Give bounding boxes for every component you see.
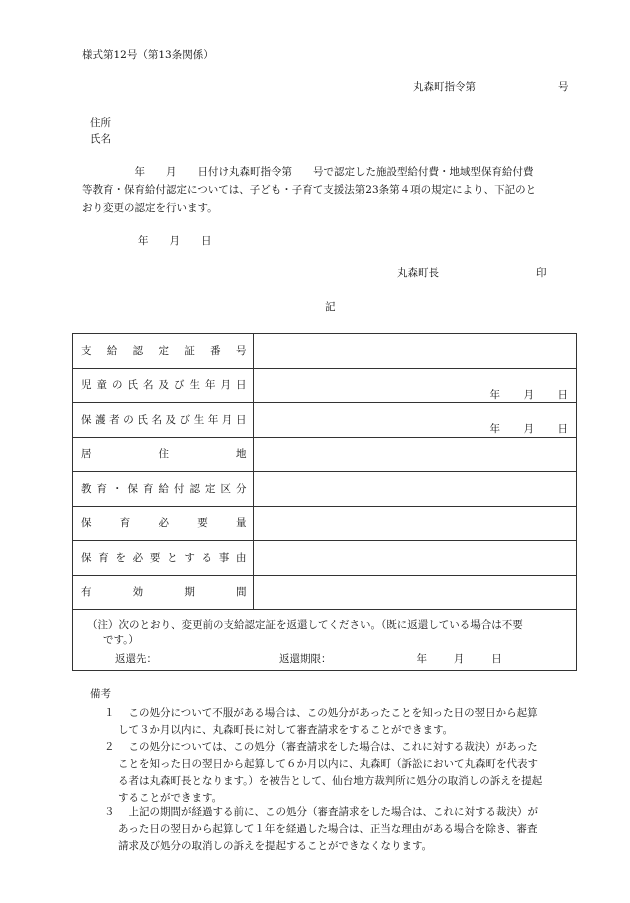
- issuer-mayor: 丸森町長: [397, 267, 439, 279]
- row-value-care-reason: [254, 541, 576, 575]
- table-row: [73, 541, 576, 576]
- table-row: [73, 403, 576, 438]
- table-row: [73, 576, 576, 611]
- seal-mark: 印: [536, 267, 547, 279]
- form-number: 様式第12号（第13条関係）: [82, 49, 214, 61]
- month-label: 月: [523, 423, 534, 435]
- table-row: [73, 369, 576, 404]
- row-value-validity: [254, 576, 576, 610]
- remark-line: 上記の期間が経過する前に、この処分（審査請求をした場合は、これに対する裁決）が: [118, 806, 538, 818]
- birth-date-fields: [466, 424, 568, 435]
- row-label-care-reason: 保育を必要とする事由: [81, 551, 247, 564]
- body-text-line: 等教育・保育給付認定については、子ども・子育て支援法第23条第４項の規定により、下記のと: [82, 184, 537, 196]
- row-label-cert-number: 支給認定証番号: [81, 344, 247, 357]
- year-label: 年: [489, 388, 500, 401]
- body-text-line: おり変更の認定を行います。: [82, 202, 218, 214]
- birth-date-fields: [466, 390, 568, 401]
- row-value-cert-number: [254, 334, 576, 368]
- remark-line: 請求及び処分の取消しの訴えを提起することができなくなります。: [118, 840, 433, 852]
- year-label: 年: [489, 423, 500, 435]
- table-row: [73, 438, 576, 473]
- row-label-guardian-name: 保護者の氏名及び生年月日: [81, 413, 247, 426]
- remark-line: することができます。: [118, 792, 223, 804]
- row-value-child-name: [254, 369, 576, 403]
- return-destination-label: 返還先：: [115, 653, 157, 665]
- remark-line: る者は丸森町長となります。）を被告として、仙台地方裁判所に処分の取消しの訴えを提起: [118, 775, 543, 787]
- body-text-line: 年 月 日付け丸森町指令第 号で認定した施設型給付費・地域型保育給付費: [82, 166, 534, 178]
- ki-heading: 記: [325, 301, 336, 313]
- directive-number-prefix: 丸森町指令第: [413, 81, 476, 93]
- year-label: 年: [416, 653, 427, 665]
- return-deadline-label: 返還期限：: [279, 653, 332, 665]
- remark-line: この処分について不服がある場合は、この処分があったことを知った日の翌日から起算: [118, 707, 538, 719]
- certification-table: [72, 333, 577, 671]
- month-label: 月: [523, 388, 534, 401]
- row-label-category: 教育・保育給付認定区分: [81, 482, 247, 495]
- recipient-name-label: 氏名: [90, 133, 111, 145]
- remark-number: ３: [104, 806, 115, 818]
- recipient-address-label: 住所: [90, 117, 111, 129]
- remark-number: １: [104, 707, 115, 719]
- remark-line: この処分については、この処分（審査請求をした場合は、これに対する裁決）があった: [118, 741, 538, 753]
- remark-line: あった日の翌日から起算して１年を経過した場合は、正当な理由がある場合を除き、審査: [118, 823, 538, 835]
- return-note: [73, 610, 576, 670]
- row-label-child-name: 児童の氏名及び生年月日: [81, 379, 247, 391]
- remark-line: ことを知った日の翌日から起算して６か月以内に、丸森町（訴訟において丸森町を代表す: [118, 758, 538, 770]
- return-date-fields: [393, 654, 502, 665]
- table-row: [73, 507, 576, 542]
- note-text: （注）次のとおり、変更前の支給認定証を返還してください。（既に返還している場合は不要: [87, 619, 523, 631]
- day-label: 日: [491, 653, 502, 665]
- row-value-care-amount: [254, 507, 576, 541]
- row-label-residence: 居住地: [81, 448, 247, 460]
- row-value-guardian-name: [254, 403, 576, 437]
- row-value-category: [254, 472, 576, 506]
- row-value-residence: [254, 438, 576, 472]
- table-row: [73, 334, 576, 369]
- remark-line: して３か月以内に、丸森町長に対して審査請求をすることができます。: [118, 724, 454, 736]
- day-label: 日: [557, 388, 568, 401]
- row-label-care-amount: 保育必要量: [81, 517, 247, 529]
- note-text: です。）: [103, 634, 139, 646]
- row-label-validity: 有効期間: [81, 586, 247, 598]
- remarks-title: 備考: [90, 688, 111, 700]
- day-label: 日: [557, 423, 568, 435]
- remark-number: ２: [104, 741, 115, 753]
- month-label: 月: [453, 653, 465, 665]
- table-row: [73, 472, 576, 507]
- directive-number-suffix: 号: [558, 81, 569, 93]
- issue-date: 年 月 日: [138, 235, 212, 247]
